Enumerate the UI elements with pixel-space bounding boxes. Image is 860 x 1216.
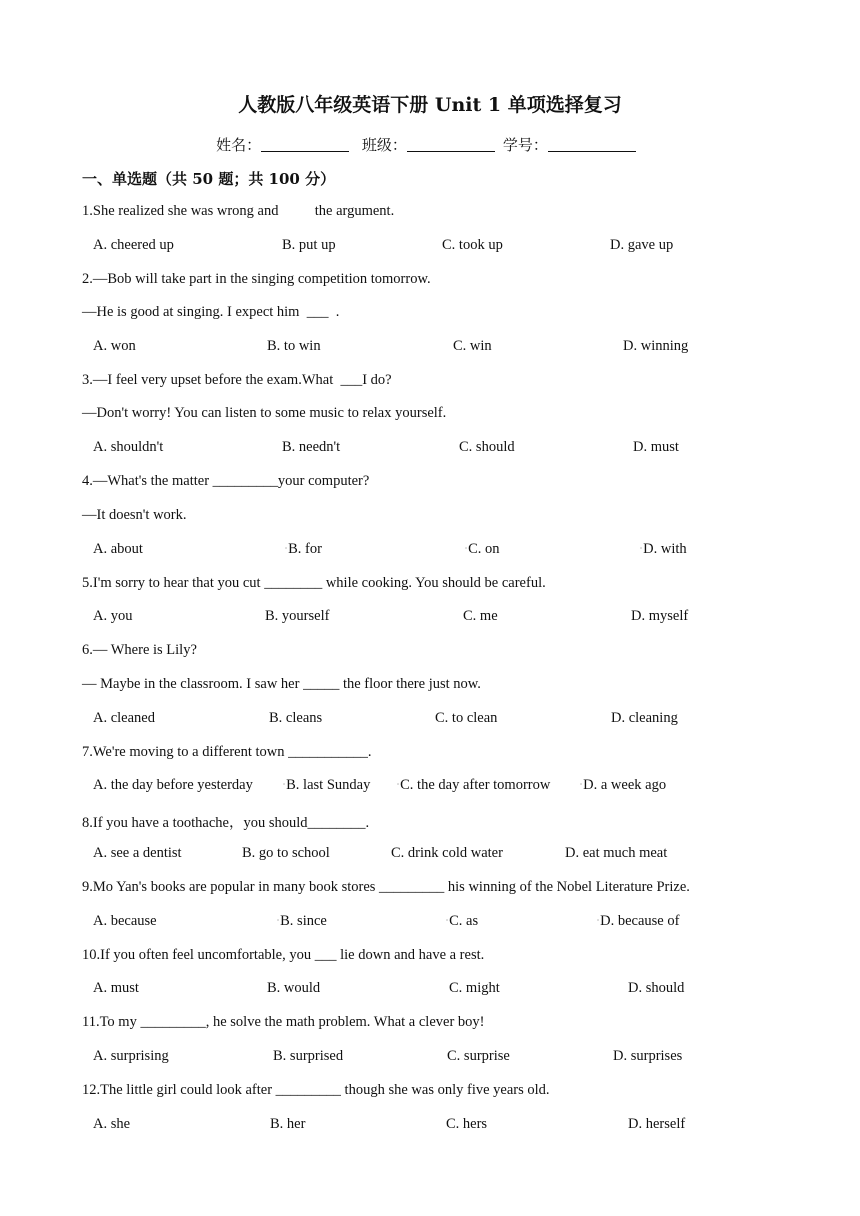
option-label: B. last Sunday bbox=[286, 777, 371, 793]
option-marker-icon: ▫ bbox=[277, 918, 280, 924]
question-5-option-c[interactable] bbox=[463, 608, 498, 625]
question-10-option-b[interactable] bbox=[267, 980, 320, 997]
option-label: B. since bbox=[280, 913, 327, 929]
option-label: B. to win bbox=[267, 338, 321, 354]
question-2-option-b[interactable] bbox=[267, 338, 321, 355]
question-3-line-2: —Don't worry! You can listen to some music to relax yourself. bbox=[82, 405, 447, 421]
option-label: B. her bbox=[270, 1116, 306, 1132]
question-5-option-a[interactable] bbox=[93, 608, 132, 625]
option-label: C. took up bbox=[442, 237, 503, 253]
question-8-option-a[interactable] bbox=[93, 845, 182, 862]
class-label: 班级： bbox=[361, 136, 407, 154]
id-label: 学号： bbox=[502, 136, 548, 154]
question-4-option-b[interactable] bbox=[285, 541, 322, 558]
question-4-option-a[interactable] bbox=[93, 541, 143, 558]
question-11-option-b[interactable] bbox=[273, 1048, 343, 1065]
option-label: C. as bbox=[449, 913, 479, 929]
option-marker-icon: ▫ bbox=[283, 782, 286, 788]
option-label: A. because bbox=[93, 913, 157, 929]
option-label: C. should bbox=[459, 439, 515, 455]
question-2-option-c[interactable] bbox=[453, 338, 492, 355]
question-1-option-d[interactable] bbox=[610, 237, 673, 254]
option-label: A. cleaned bbox=[93, 710, 155, 726]
option-marker-icon: ▫ bbox=[465, 546, 468, 552]
option-label: B. go to school bbox=[242, 845, 330, 861]
question-7-option-d[interactable] bbox=[580, 777, 666, 794]
question-9-line-1: 9.Mo Yan's books are popular in many book stores _________ his winning of the Nobel Literature Prize. bbox=[82, 879, 690, 895]
question-7-line-1: 7.We're moving to a different town ___________. bbox=[82, 744, 372, 760]
question-12-option-d[interactable] bbox=[628, 1116, 685, 1133]
question-11-line-1: 11.To my _________, he solve the math problem. What a clever boy! bbox=[82, 1014, 485, 1030]
option-label: C. win bbox=[453, 338, 492, 354]
question-9-option-c[interactable] bbox=[446, 913, 478, 930]
option-label: C. surprise bbox=[447, 1048, 510, 1064]
option-marker-icon: ▫ bbox=[580, 782, 583, 788]
option-label: D. eat much meat bbox=[565, 845, 668, 861]
question-8-line-1: 8.If you have a toothache，you should________. bbox=[82, 815, 370, 831]
question-10-line-1: 10.If you often feel uncomfortable, you ___ lie down and have a rest. bbox=[82, 947, 485, 963]
question-2-option-a[interactable] bbox=[93, 338, 136, 355]
option-label: A. you bbox=[93, 608, 133, 624]
option-label: B. surprised bbox=[273, 1048, 344, 1064]
question-8-option-c[interactable] bbox=[391, 845, 503, 862]
question-6-line-2: — Maybe in the classroom. I saw her _____ the floor there just now. bbox=[82, 676, 481, 692]
page-title: 人教版八年级英语下册 Unit 1 单项选择复习 bbox=[238, 94, 622, 116]
class-blank[interactable] bbox=[407, 135, 495, 152]
question-2-line-2: —He is good at singing. I expect him ___ . bbox=[82, 304, 340, 320]
option-label: D. surprises bbox=[613, 1048, 683, 1064]
option-marker-icon: ▫ bbox=[597, 918, 600, 924]
option-label: C. might bbox=[449, 980, 500, 996]
question-1-option-c[interactable] bbox=[442, 237, 503, 254]
question-5-option-d[interactable] bbox=[631, 608, 688, 625]
section-heading: 一、单选题（共 50 题；共 100 分） bbox=[82, 170, 336, 188]
option-label: C. to clean bbox=[435, 710, 498, 726]
question-11-option-a[interactable] bbox=[93, 1048, 169, 1065]
option-label: A. must bbox=[93, 980, 139, 996]
name-label: 姓名： bbox=[216, 136, 262, 154]
option-label: A. the day before yesterday bbox=[93, 777, 253, 793]
question-9-option-b[interactable] bbox=[277, 913, 327, 930]
question-3-line-1: 3.—I feel very upset before the exam.What ___I do? bbox=[82, 372, 392, 388]
question-4-option-d[interactable] bbox=[640, 541, 687, 558]
id-blank[interactable] bbox=[548, 135, 636, 152]
option-label: C. hers bbox=[446, 1116, 488, 1132]
name-blank[interactable] bbox=[261, 135, 349, 152]
question-5-option-b[interactable] bbox=[265, 608, 329, 625]
question-4-line-2: —It doesn't work. bbox=[82, 507, 187, 523]
student-info-line bbox=[0, 134, 860, 155]
question-12-option-b[interactable] bbox=[270, 1116, 305, 1133]
question-1-option-b[interactable] bbox=[282, 237, 336, 254]
question-3-option-b[interactable] bbox=[282, 439, 340, 456]
question-9-option-a[interactable] bbox=[93, 913, 157, 930]
question-11-option-c[interactable] bbox=[447, 1048, 510, 1065]
question-4-line-1: 4.—What's the matter _________your computer? bbox=[82, 473, 370, 489]
option-label: A. she bbox=[93, 1116, 131, 1132]
option-label: D. because of bbox=[600, 913, 680, 929]
question-12-line-1: 12.The little girl could look after _________ though she was only five years old. bbox=[82, 1082, 550, 1098]
question-6-option-b[interactable] bbox=[269, 710, 322, 727]
question-11-option-d[interactable] bbox=[613, 1048, 682, 1065]
question-8-option-b[interactable] bbox=[242, 845, 330, 862]
option-label: A. cheered up bbox=[93, 237, 174, 253]
option-label: B. would bbox=[267, 980, 321, 996]
option-marker-icon: ▫ bbox=[640, 546, 643, 552]
question-6-option-a[interactable] bbox=[93, 710, 155, 727]
question-6-option-d[interactable] bbox=[611, 710, 678, 727]
option-label: A. surprising bbox=[93, 1048, 169, 1064]
option-label: A. shouldn't bbox=[93, 439, 164, 455]
question-1-option-a[interactable] bbox=[93, 237, 174, 254]
option-marker-icon: ▫ bbox=[285, 546, 288, 552]
option-label: D. herself bbox=[628, 1116, 686, 1132]
question-12-option-c[interactable] bbox=[446, 1116, 487, 1133]
question-9-option-d[interactable] bbox=[597, 913, 679, 930]
option-label: B. needn't bbox=[282, 439, 341, 455]
option-label: A. won bbox=[93, 338, 136, 354]
option-marker-icon: ▫ bbox=[397, 782, 400, 788]
question-6-option-c[interactable] bbox=[435, 710, 497, 727]
option-label: D. should bbox=[628, 980, 685, 996]
option-label: A. see a dentist bbox=[93, 845, 182, 861]
question-3-option-d[interactable] bbox=[633, 439, 679, 456]
option-label: C. me bbox=[463, 608, 498, 624]
question-3-option-c[interactable] bbox=[459, 439, 515, 456]
question-2-line-1: 2.—Bob will take part in the singing competition tomorrow. bbox=[82, 271, 431, 287]
question-10-option-d[interactable] bbox=[628, 980, 684, 997]
option-label: D. a week ago bbox=[583, 777, 667, 793]
option-label: D. with bbox=[643, 541, 687, 557]
option-label: C. on bbox=[468, 541, 500, 557]
option-label: B. cleans bbox=[269, 710, 323, 726]
option-label: D. must bbox=[633, 439, 679, 455]
question-7-option-b[interactable] bbox=[283, 777, 370, 794]
question-3-option-a[interactable] bbox=[93, 439, 163, 456]
question-12-option-a[interactable] bbox=[93, 1116, 130, 1133]
question-10-option-c[interactable] bbox=[449, 980, 500, 997]
question-4-option-c[interactable] bbox=[465, 541, 500, 558]
question-7-option-c[interactable] bbox=[397, 777, 550, 794]
question-10-option-a[interactable] bbox=[93, 980, 139, 997]
option-label: C. drink cold water bbox=[391, 845, 503, 861]
option-label: B. for bbox=[288, 541, 322, 557]
option-label: B. yourself bbox=[265, 608, 330, 624]
option-label: D. myself bbox=[631, 608, 689, 624]
option-label: B. put up bbox=[282, 237, 336, 253]
question-1-line-1: 1.She realized she was wrong and the argument. bbox=[82, 203, 395, 219]
option-marker-icon: ▫ bbox=[446, 918, 449, 924]
question-7-option-a[interactable] bbox=[93, 777, 253, 794]
question-8-option-d[interactable] bbox=[565, 845, 667, 862]
option-label: D. winning bbox=[623, 338, 689, 354]
question-2-option-d[interactable] bbox=[623, 338, 688, 355]
option-label: A. about bbox=[93, 541, 143, 557]
option-label: D. gave up bbox=[610, 237, 674, 253]
option-label: D. cleaning bbox=[611, 710, 678, 726]
option-label: C. the day after tomorrow bbox=[400, 777, 551, 793]
question-5-line-1: 5.I'm sorry to hear that you cut ________ while cooking. You should be careful. bbox=[82, 575, 546, 591]
question-6-line-1: 6.— Where is Lily? bbox=[82, 642, 197, 658]
